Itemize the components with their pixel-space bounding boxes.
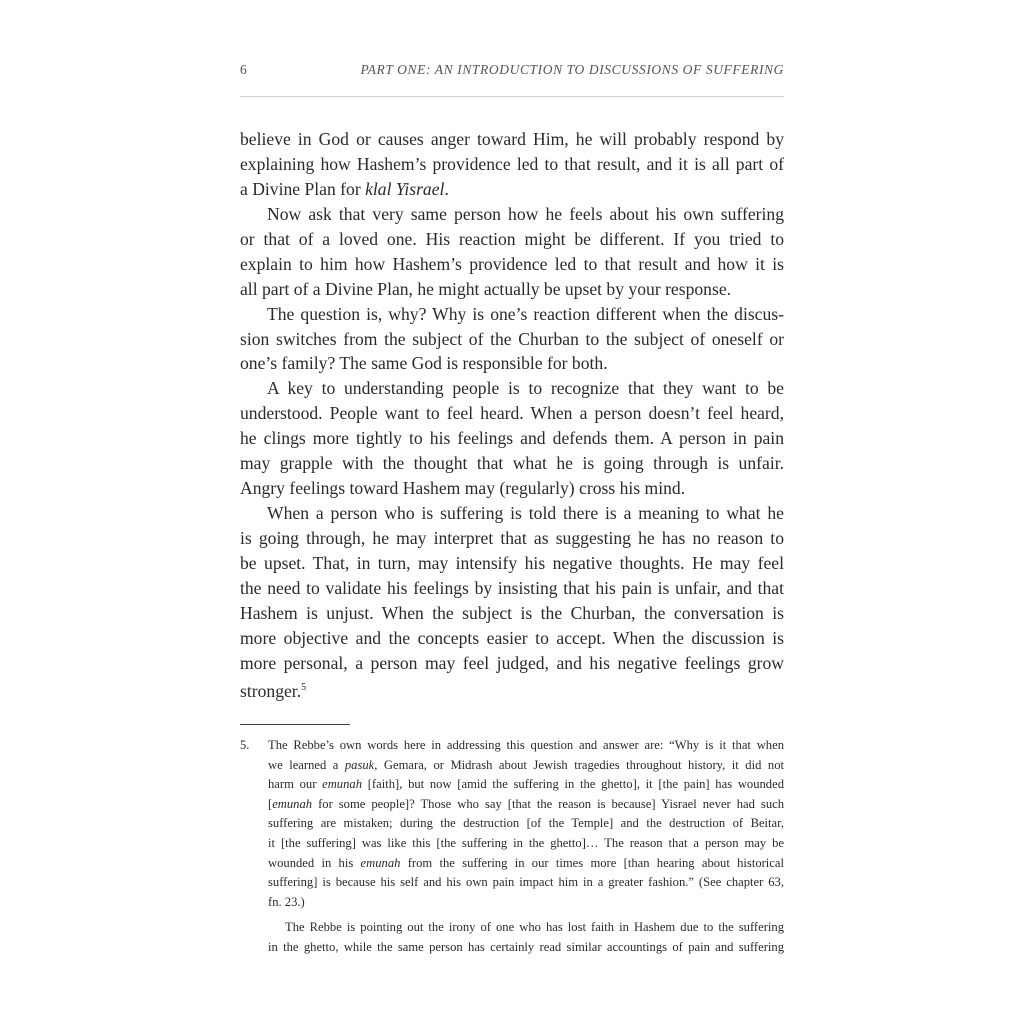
text-line [240, 795, 784, 815]
text-line [240, 401, 784, 426]
text-run: we learned a [268, 757, 345, 772]
text-line [240, 918, 784, 938]
header-rule [240, 96, 784, 97]
text-run: [faith], but now [amid the suffering in the ghetto], it [the pain] has wounded [362, 777, 784, 792]
text-line [240, 854, 784, 874]
page-number: 6 [240, 62, 248, 77]
text-run: explain to him how Hashem’s providence led to that result and how it is [240, 253, 784, 274]
text-line [240, 302, 784, 327]
text-line [240, 736, 784, 756]
footnote-number: 5. [240, 738, 250, 752]
text-run: Now ask that very same person how he feels about his own suffering [267, 203, 784, 224]
text-run: understood. People want to feel heard. When a person doesn’t feel heard, [240, 403, 784, 424]
text-run: suffering are mistaken; during the destruction [of the Temple] and the destruction of Beitar, [268, 816, 784, 831]
text-run: it [the suffering] was like this [the suffering in the ghetto]… The reason that a person may be [268, 835, 784, 850]
text-run: is going through, he may interpret that as suggesting he has no reason to [240, 528, 784, 548]
text-run: all part of a Divine Plan, he might actually be upset by your response. [240, 278, 732, 299]
text-line [240, 127, 784, 152]
footnotes [240, 736, 784, 958]
text-run: may grapple with the thought that what he is going through is unfair. [240, 453, 784, 474]
text-run: The Rebbe’s own words here in addressing this question and answer are: “Why is it that when [268, 738, 784, 752]
text-run: sion switches from the subject of the Churban to the subject of oneself or [240, 328, 784, 349]
text-line [240, 376, 784, 401]
text-line [240, 327, 784, 352]
text-line [240, 938, 784, 958]
text-run: harm our [268, 777, 323, 792]
text-run: [ [268, 796, 273, 811]
text-run: , Gemara, or Midrash about Jewish tragedies throughout history, it did not [374, 757, 785, 772]
text-run: When a person who is suffering is told there is a meaning to what he [267, 503, 784, 524]
text-line [240, 551, 784, 576]
text-run: fn. 23.) [268, 894, 305, 909]
text-run: from the suffering in our times more [than hearing about historical [400, 855, 784, 870]
text-line [240, 351, 784, 376]
italic-term: emunah [360, 855, 401, 870]
text-line [240, 227, 784, 252]
text-line [240, 501, 784, 526]
text-line [240, 834, 784, 854]
text-run: in the ghetto, while the same person has certainly read similar accountings of pain and suffering [268, 939, 784, 954]
text-line [240, 277, 784, 302]
text-line [240, 152, 784, 177]
footnote-rule [240, 724, 350, 725]
text-line [240, 601, 784, 626]
text-run: . [444, 178, 449, 199]
text-run: one’s family? The same God is responsible for both. [240, 353, 608, 374]
text-line [240, 814, 784, 834]
text-line [240, 426, 784, 451]
text-run: believe in God or causes anger toward Him, he will probably respond by [240, 129, 784, 149]
text-run: The Rebbe is pointing out the irony of one who has lost faith in Hashem due to the suffering [285, 920, 784, 935]
text-line [240, 202, 784, 227]
text-run: be upset. That, in turn, may intensify his negative thoughts. He may feel [240, 552, 784, 573]
text-line [240, 676, 784, 701]
text-run: more objective and the concepts easier to accept. When the discussion is [240, 627, 784, 648]
text-line [240, 626, 784, 651]
text-line [240, 451, 784, 476]
footnote-reference[interactable]: 5 [301, 681, 307, 693]
text-run: A key to understanding people is to recognize that they want to be [267, 378, 784, 399]
italic-term: klal Yisrael [365, 178, 445, 199]
text-run: or that of a loved one. His reaction might be different. If you tried to [240, 228, 784, 249]
body-text [240, 127, 784, 701]
text-run: he clings more tightly to his feelings and defends them. A person in pain [240, 428, 784, 449]
text-line [240, 756, 784, 776]
text-run: more personal, a person may feel judged, and his negative feelings grow [240, 652, 784, 673]
italic-term: emunah [322, 777, 362, 792]
text-run: Hashem is unjust. When the subject is the Churban, the conversation is [240, 602, 784, 623]
text-run: stronger. [240, 680, 302, 701]
text-run: the need to validate his feelings by insisting that his pain is unfair, and that [240, 577, 784, 598]
running-header [240, 62, 784, 82]
text-line [240, 526, 784, 551]
running-title: PART ONE: AN INTRODUCTION TO DISCUSSIONS OF SUFFERING [360, 62, 784, 77]
italic-term: pasuk [344, 757, 375, 772]
text-line [240, 177, 784, 202]
text-line [240, 476, 784, 501]
text-run: The question is, why? Why is one’s reaction different when the discus- [267, 303, 784, 324]
italic-term: emunah [272, 796, 313, 811]
text-line [240, 576, 784, 601]
text-line [240, 775, 784, 795]
text-run: suffering] is because his self and his own pain impact him in a greater fashion.” (See chapter 63, [268, 875, 784, 890]
text-line [240, 651, 784, 676]
text-run: a Divine Plan for [240, 178, 366, 199]
text-line [240, 873, 784, 893]
text-line [240, 893, 784, 913]
text-run: for some people]? Those who say [that the reason is because] Yisrael never had such [312, 796, 784, 811]
text-run: explaining how Hashem’s providence led to that result, and it is all part of [240, 153, 784, 174]
text-run: wounded in his [268, 855, 361, 870]
text-line [240, 252, 784, 277]
text-run: Angry feelings toward Hashem may (regularly) cross his mind. [240, 478, 686, 499]
